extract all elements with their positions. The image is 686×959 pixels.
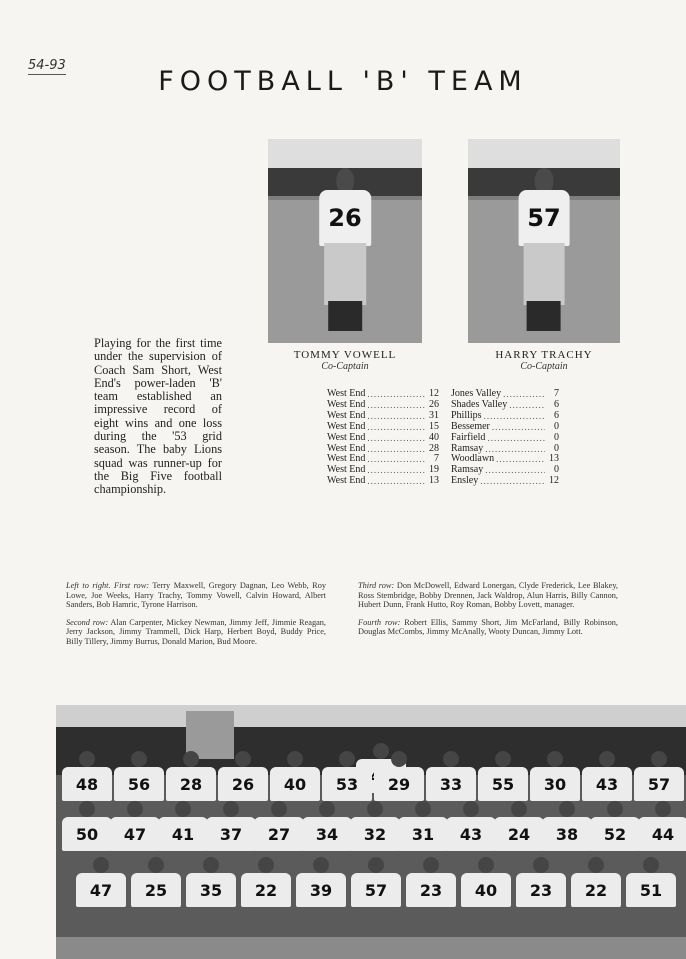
home-team: West End [327, 442, 366, 454]
roster-fourth-row: Fourth row: Robert Ellis, Sammy Short, Jim McFarland, Billy Robinson, Douglas McCombs, Jimmy McAnally, Wooty Duncan, Jimmy Lott. [358, 617, 618, 637]
roster-second-row: Second row: Alan Carpenter, Mickey Newman, Jimmy Jeff, Jimmie Reagan, Jerry Jackson, Jimmy Trammell, Dick Harp, Herbert Boyd, Buddy Price, Billy Tillery, Jimmy Burrus, Donald Marion, Bud Moore. [66, 617, 326, 646]
opponent-score: 0 [554, 431, 559, 443]
roster-first-row: Left to right. First row: Terry Maxwell, Gregory Dagnan, Leo Webb, Roy Lowe, Joe Weeks, Harry Trachy, Tommy Vowell, Calvin Howard, Albert Sanders, Bob Hamric, Tyrone Harrison. [66, 581, 326, 610]
home-team: West End [327, 431, 366, 443]
team-jersey: 30 [530, 767, 580, 801]
team-jersey: 56 [114, 767, 164, 801]
team-jersey: 35 [186, 873, 236, 907]
home-score: 12 [429, 388, 439, 399]
team-jersey: 37 [206, 817, 256, 851]
home-team: West End [327, 388, 366, 399]
team-jersey: 22 [241, 873, 291, 907]
team-jersey: 26 [218, 767, 268, 801]
team-jersey: 47 [76, 873, 126, 907]
opponent-score: 13 [549, 453, 559, 465]
home-team: West End [327, 420, 366, 432]
jersey-number: 26 [319, 190, 371, 245]
opponent-team: Jones Valley [451, 388, 502, 399]
captain-role: Co-Captain [321, 361, 369, 372]
home-score: 28 [429, 442, 439, 454]
score-row [327, 476, 559, 487]
page-number: 54-93 [28, 58, 66, 73]
team-jersey: 40 [270, 767, 320, 801]
team-jersey: 22 [571, 873, 621, 907]
opponent-team: Woodlawn [451, 453, 495, 465]
team-jersey: 23 [516, 873, 566, 907]
page-title: FOOTBALL 'B' TEAM [158, 66, 528, 97]
team-jersey: 33 [426, 767, 476, 801]
opponent-score: 0 [554, 420, 559, 432]
opponent-score: 0 [554, 442, 559, 454]
home-team: West End [327, 398, 366, 410]
team-jersey: 55 [478, 767, 528, 801]
team-jersey: 51 [626, 873, 676, 907]
roster-right [358, 581, 618, 645]
opponent-team: Fairfield [451, 431, 486, 443]
team-jersey: 48 [62, 767, 112, 801]
team-jersey: 25 [131, 873, 181, 907]
team-jersey: 23 [406, 873, 456, 907]
team-jersey: 43 [582, 767, 632, 801]
jersey-number: 57 [518, 190, 569, 245]
opponent-team: Ensley [451, 475, 479, 487]
team-jersey: 52 [590, 817, 640, 851]
captain-photo-vowell [268, 139, 422, 343]
opponent-score: 6 [554, 398, 559, 410]
team-jersey: 32 [350, 817, 400, 851]
team-jersey: 34 [302, 817, 352, 851]
team-jersey: 57 [351, 873, 401, 907]
home-score: 13 [429, 475, 439, 487]
team-jersey: 57 [634, 767, 684, 801]
opponent-team: Bessemer [451, 420, 490, 432]
team-jersey: 28 [166, 767, 216, 801]
team-jersey: 47 [110, 817, 160, 851]
team-jersey: 40 [461, 873, 511, 907]
team-jersey: 38 [542, 817, 592, 851]
score-row [327, 433, 559, 444]
team-jersey: 43 [446, 817, 496, 851]
team-jersey: 24 [494, 817, 544, 851]
team-jersey: 53 [322, 767, 372, 801]
opponent-score: 7 [554, 388, 559, 399]
home-team: West End [327, 464, 366, 476]
home-team: West End [327, 475, 366, 487]
opponent-team: Ramsay [451, 442, 484, 454]
opponent-score: 12 [549, 475, 559, 487]
captain-photo-trachy [468, 139, 620, 343]
captain-role: Co-Captain [520, 361, 568, 372]
opponent-team: Shades Valley [451, 398, 508, 410]
team-jersey: 44 [638, 817, 686, 851]
team-jersey: 39 [296, 873, 346, 907]
team-jersey: 27 [254, 817, 304, 851]
roster-third-row: Third row: Don McDowell, Edward Lonergan, Clyde Frederick, Lee Blakey, Ross Stembridge, Bobby Drennen, Jack Waldrop, Alun Harris, Billy Cannon, Hubert Dunn, Frank Hutto, Roy Roman, Bobby Lovett, manager. [358, 581, 618, 610]
captain-name: HARRY TRACHY [495, 349, 593, 361]
home-score: 15 [429, 420, 439, 432]
scores-table [327, 389, 559, 487]
season-summary: Playing for the first time under the supervision of Coach Sam Short, West End's power-laden 'B' team established an impressive record of eight wins and one loss during the '53 grid season. The baby Lions squad was runner-up for the Big Five football championship. [94, 336, 222, 497]
home-score: 19 [429, 464, 439, 476]
home-team: West End [327, 409, 366, 421]
team-jersey: 50 [62, 817, 112, 851]
score-row [327, 422, 559, 433]
opponent-team: Phillips [451, 409, 482, 421]
team-jersey: 31 [398, 817, 448, 851]
opponent-score: 6 [554, 409, 559, 421]
captain-name: TOMMY VOWELL [293, 349, 397, 361]
home-team: West End [327, 453, 366, 465]
home-score: 40 [429, 431, 439, 443]
home-score: 7 [434, 453, 439, 465]
home-score: 26 [429, 398, 439, 410]
team-jersey: 41 [158, 817, 208, 851]
home-score: 31 [429, 409, 439, 421]
team-photo [56, 705, 686, 959]
opponent-score: 0 [554, 464, 559, 476]
opponent-team: Ramsay [451, 464, 484, 476]
roster-left [66, 581, 326, 655]
team-jersey: 29 [374, 767, 424, 801]
